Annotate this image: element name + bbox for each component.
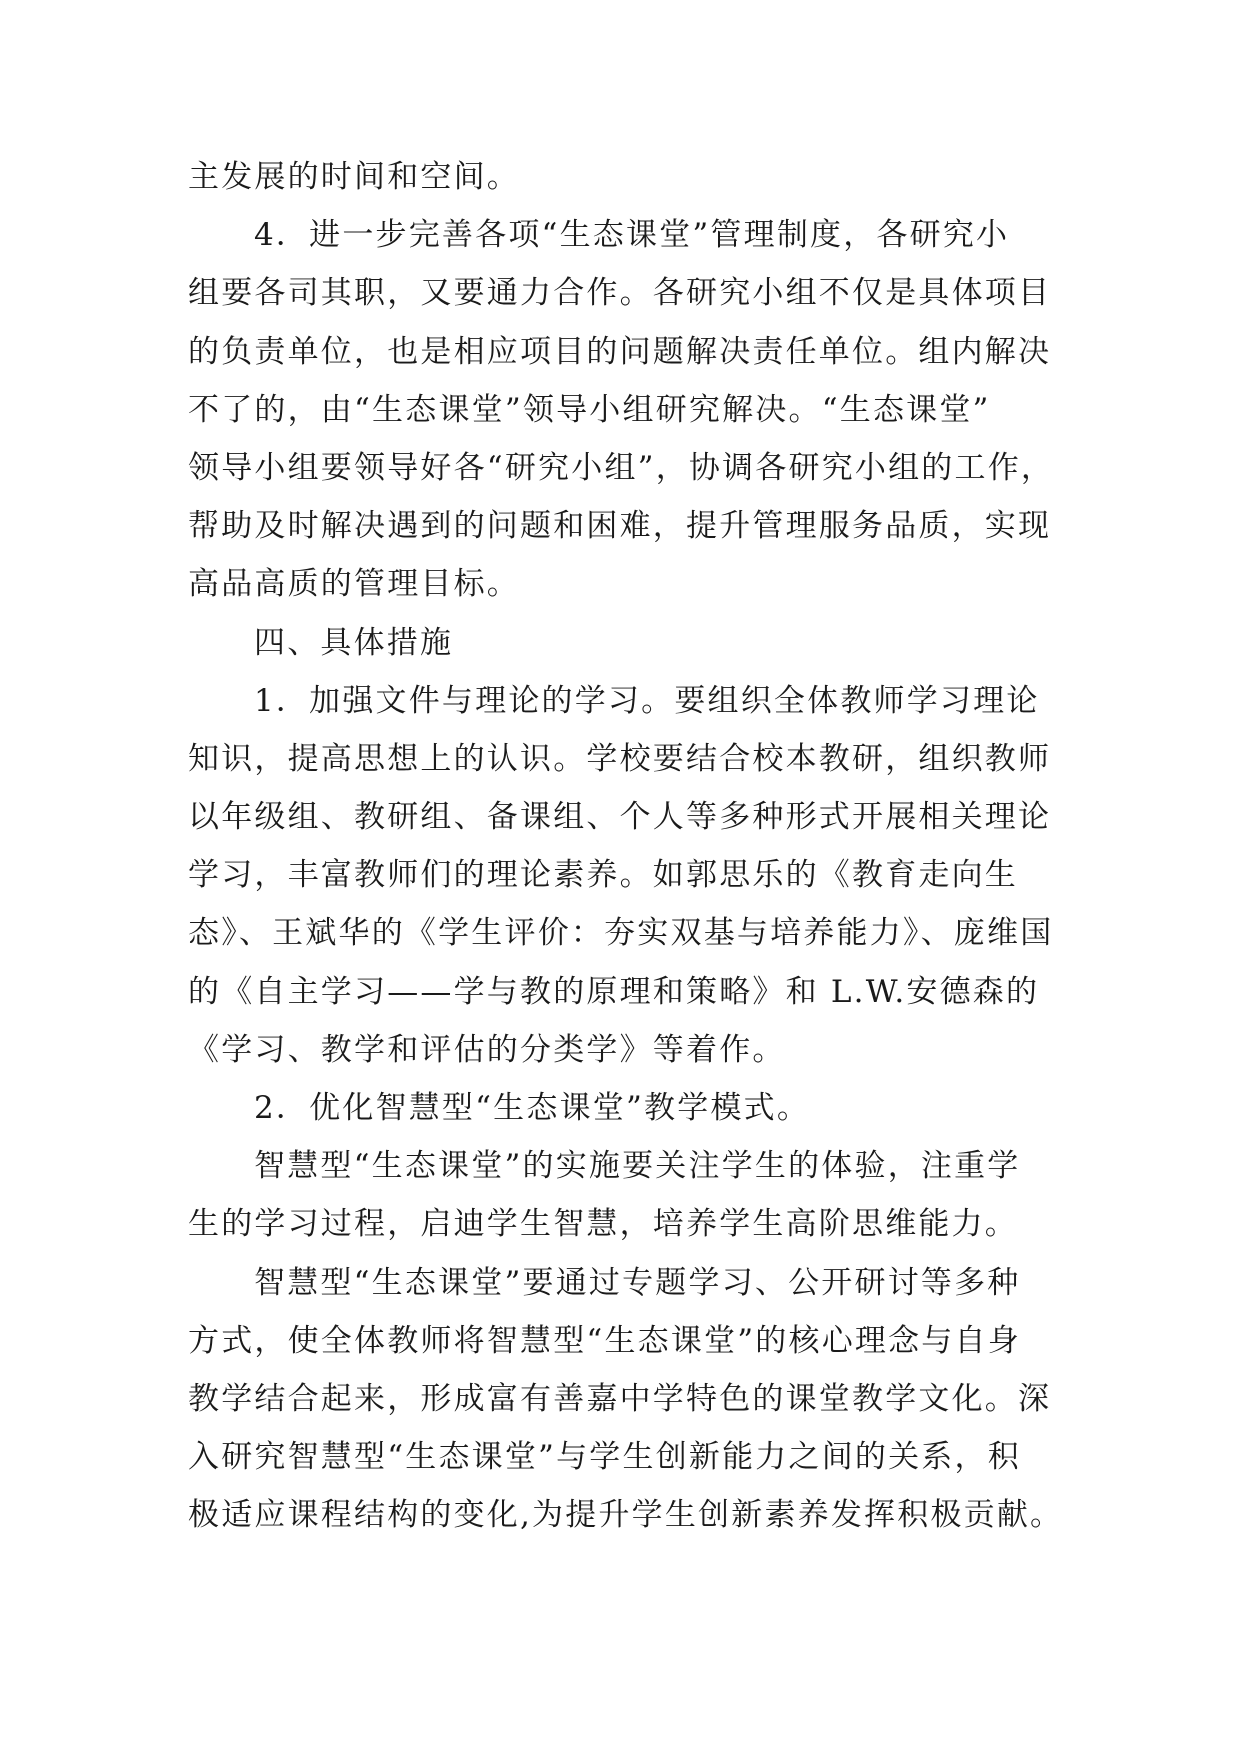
text-line: 教学结合起来，形成富有善嘉中学特色的课堂教学文化。深 (188, 1380, 1052, 1417)
text-line: 入研究智慧型“生态课堂”与学生创新能力之间的关系，积 (188, 1439, 1021, 1476)
text-line: 学习，丰富教师们的理论素养。如郭思乐的《教育走向生 (188, 857, 1018, 894)
text-line: 智慧型“生态课堂”的实施要关注学生的体验，注重学 (254, 1148, 1021, 1185)
text-line: 知识，提高思想上的认识。学校要结合校本教研，组织教师 (188, 740, 1052, 777)
text-line: 《学习、教学和评估的分类学》等着作。 (188, 1031, 786, 1068)
text-line: 以年级组、教研组、备课组、个人等多种形式开展相关理论 (188, 799, 1052, 836)
text-line: 主发展的时间和空间。 (188, 159, 520, 195)
text-line: 组要各司其职，又要通力合作。各研究小组不仅是具体项目 (188, 275, 1052, 312)
section-heading: 四、具体措施 (254, 624, 454, 661)
text-line: 极适应课程结构的变化,为提升学生创新素养发挥积极贡献。 (188, 1497, 1064, 1534)
text-line: 方式，使全体教师将智慧型“生态课堂”的核心理念与自身 (188, 1322, 1021, 1359)
body-text (188, 148, 1068, 1545)
text-line: 2．优化智慧型“生态课堂”教学模式。 (254, 1090, 811, 1126)
text-line: 生的学习过程，启迪学生智慧，培养学生高阶思维能力。 (188, 1206, 1018, 1243)
text-line: 的负责单位，也是相应项目的问题解决责任单位。组内解决 (188, 333, 1052, 370)
text-line: 1．加强文件与理论的学习。要组织全体教师学习理论 (254, 682, 1040, 719)
text-line: 不了的，由“生态课堂”领导小组研究解决。“生态课堂” (188, 391, 991, 428)
text-line: 的《自主学习——学与教的原理和策略》和 L.W.安德森的 (188, 973, 1040, 1010)
text-line: 高品高质的管理目标。 (188, 566, 520, 603)
text-line: 智慧型“生态课堂”要通过专题学习、公开研讨等多种 (254, 1264, 1021, 1301)
text-line: 态》、王斌华的《学生评价：夯实双基与培养能力》、庞维国 (188, 915, 1054, 952)
text-line: 帮助及时解决遇到的问题和困难，提升管理服务品质，实现 (188, 508, 1052, 545)
text-line: 4．进一步完善各项“生态课堂”管理制度，各研究小 (254, 217, 1010, 254)
text-line: 领导小组要领导好各“研究小组”，协调各研究小组的工作， (188, 449, 1055, 486)
